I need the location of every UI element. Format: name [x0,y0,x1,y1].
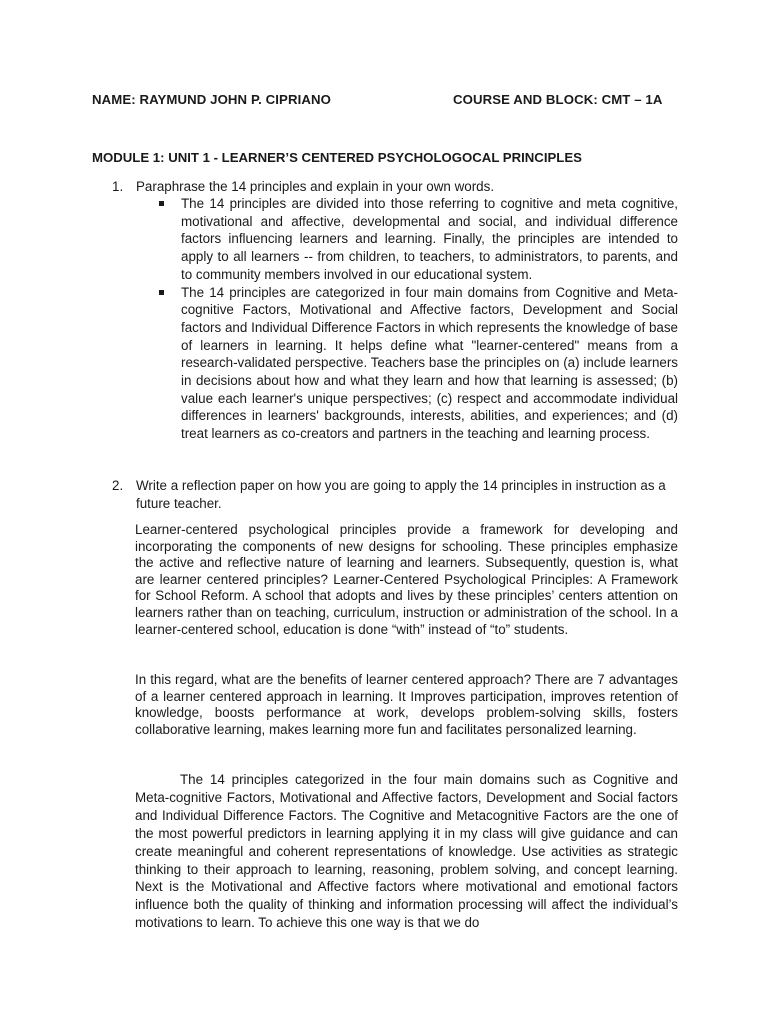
module-title: MODULE 1: UNIT 1 - LEARNER’S CENTERED PSYCHOLOGOCAL PRINCIPLES [92,150,582,165]
question-2 [112,477,680,513]
student-name: NAME: RAYMUND JOHN P. CIPRIANO [92,92,331,107]
reflection-paragraph-3: The 14 principles categorized in the four main domains such as Cognitive and Meta-cognitive Factors, Motivational and Affective factors, Development and Social factors and Individual Difference Factors. The Cognitive and Metacognitive Factors are the one of the most powerful predictors in learning applying it in my class will give guidance and can create meaningful and coherent representations of knowledge. Use activities as strategic thinking to their approach to learning, reasoning, problem solving, and concept learning. Next is the Motivational and Affective factors where motivational and emotional factors influence both the quality of thinking and information processing will affect the individual’s motivations to learn. To achieve this one way is that we do [135,772,678,931]
square-bullet-icon [159,201,164,206]
question-text: Paraphrase the 14 principles and explain in your own words. [136,179,495,194]
bullet-item [157,195,678,284]
square-bullet-icon [159,290,164,295]
bullet-item [157,284,678,443]
question-1-bullets [157,195,678,443]
question-1 [112,178,680,196]
question-number: 1. [112,179,124,194]
course-and-block: COURSE AND BLOCK: CMT – 1A [453,92,663,107]
question-number: 2. [112,478,124,493]
bullet-text: The 14 principles are categorized in four main domains from Cognitive and Meta-cognitive Factors, Motivational and Affective factors, Development and Social factors and Individual Difference Factors in which represents the knowledge of base of learners in learning. It helps define what "learner-centered" means from a research-validated perspective. Teachers base the principles on (a) include learners in decisions about how and what they learn and how that learning is assessed; (b) value each learner's unique perspectives; (c) respect and accommodate individual differences in learners' backgrounds, interests, abilities, and experiences; and (d) treat learners as co-creators and partners in the teaching and learning process. [181,284,678,442]
reflection-paragraph-2: In this regard, what are the benefits of learner centered approach? There are 7 advantages of a learner centered approach in learning. It Improves participation, improves retention of knowledge, boosts performance at work, develops problem-solving skills, fosters collaborative learning, makes learning more fun and facilitates personalized learning. [135,672,678,737]
bullet-text: The 14 principles are divided into those referring to cognitive and meta cognitive, motivational and affective, developmental and social, and individual difference factors influencing learners and learning. Finally, the principles are intended to apply to all learners -- from children, to teachers, to administrators, to parents, and to community members involved in our educational system. [181,196,678,282]
question-text: Write a reflection paper on how you are going to apply the 14 principles in instruction as a future teacher. [136,478,666,511]
reflection-paragraph-1: Learner-centered psychological principles provide a framework for developing and incorporating the components of new designs for schooling. These principles emphasize the active and reflective nature of learning and learners. Subsequently, question is, what are learner centered principles? Learner-Centered Psychological Principles: A Framework for School Reform. A school that adopts and lives by these principles’ centers attention on learners rather than on teaching, curriculum, instruction or administration of the school. In a learner-centered school, education is done “with” instead of “to” students. [135,522,678,637]
